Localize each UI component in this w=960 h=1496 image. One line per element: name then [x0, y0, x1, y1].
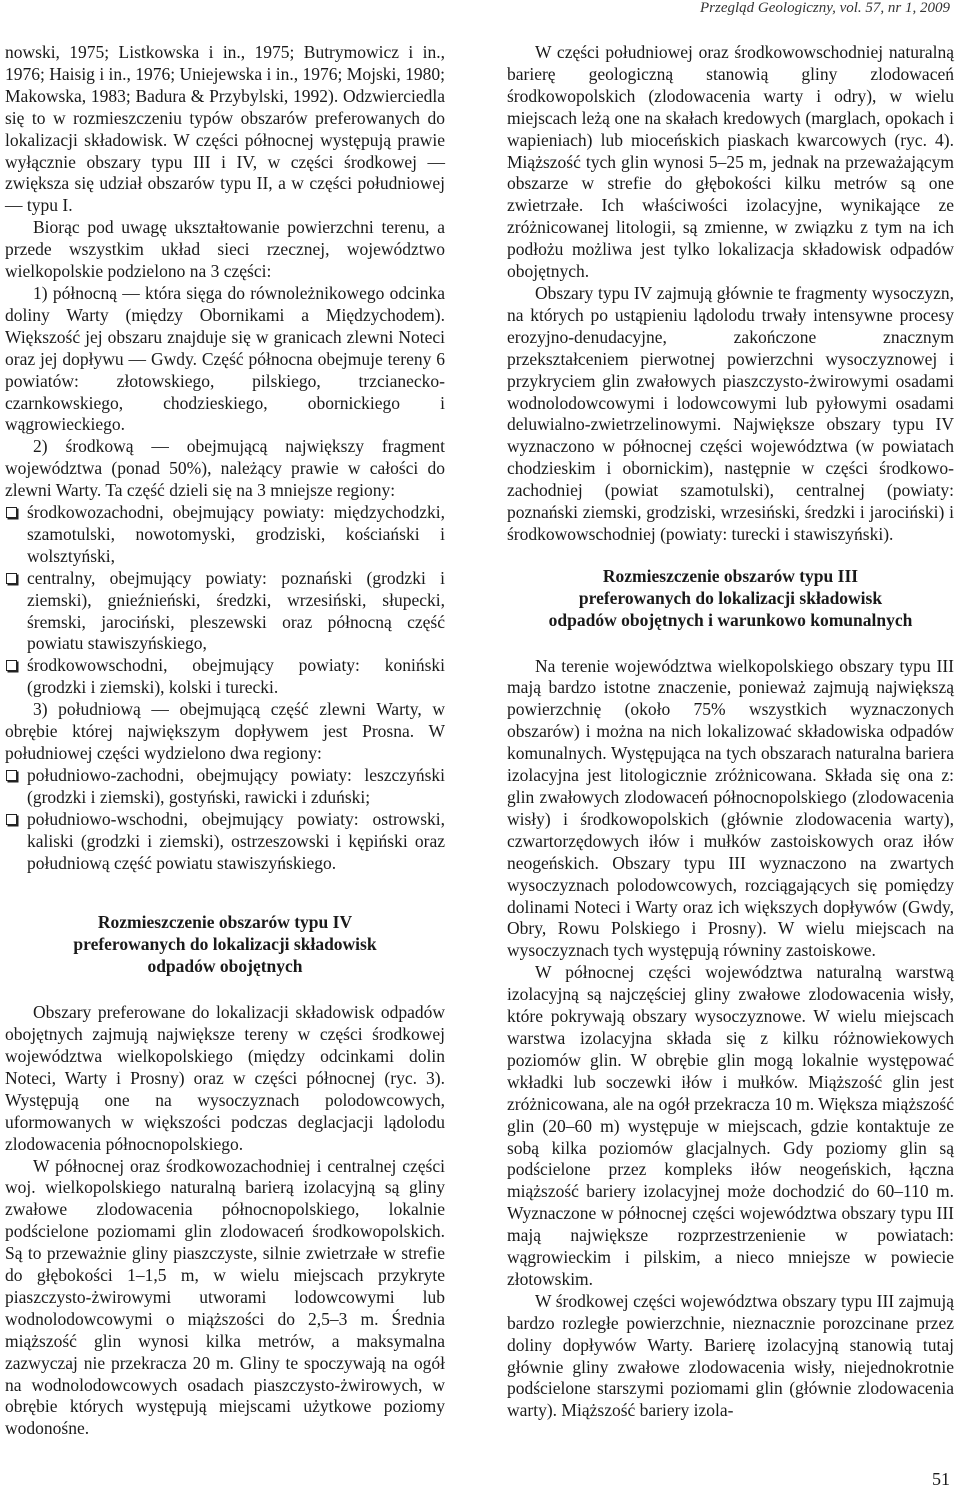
region-list-middle: [5, 502, 445, 699]
paragraph: Na terenie województwa wielkopolskiego obszary typu III mają bardzo istotne znaczenie, ponieważ zajmują największą powierzchnię (około 75% wszystkich wyznaczonych obszarów) i można na nich lokalizować składowiska odpadów komunalnych. Występująca na tych obszarach naturalna bariera izolacyjna jest litologicznie zróżnicowana. Składa się ona z: glin zwałowych zlodowaceń północnopolskiego (zlodowacenia wisły) i środkowopolskich (głównie zlodowacenia warty), czwartorzędowych iłów i mułków zastoiskowych oraz iłów neogeńskich. Obszary typu III wyznaczono na zwartych wysoczyznach polodowcowych, rozciągających się pomiędzy dolinami Noteci i Warty oraz ich większych dopływów (Gwdy, Obry, Rowu Polskiego i Prosny). W wielu miejscach na wysoczyznach tych występują równiny zastoiskowe.: [507, 655, 954, 961]
heading-line: preferowanych do lokalizacji składowisk: [73, 934, 377, 955]
paragraph: W środkowej części województwa obszary typu III zajmują bardzo rozległe powierzchnie, nieznacznie porozcinane przez doliny dopływów Warty. Barierę izolacyjną stanowią tutaj głównie gliny zwałowe zlodowacenia wisły, niejednokrotnie podścielone starszymi poziomami glin (głównie zlodowacenia warty). Miąższość bariery izola-: [507, 1290, 954, 1421]
list-item: [5, 809, 445, 875]
list-item: [5, 765, 445, 809]
page-number: 51: [932, 1469, 950, 1489]
paragraph: 2) środkową — obejmującą największy fragment województwa (ponad 50%), należący prawie w całości do zlewni Warty. Ta część dzieli się na 3 mniejsze regiony:: [5, 436, 445, 501]
heading-line: preferowanych do lokalizacji składowisk: [578, 587, 883, 608]
paragraph: 3) południową — obejmującą część zlewni Warty, w obrębie której największym dopływem jest Prosna. W południowej części wydzielono dwa regiony:: [5, 699, 445, 763]
heading-line: Rozmieszczenie obszarów typu IV: [97, 912, 353, 933]
heading-line: Rozmieszczenie obszarów typu III: [602, 565, 859, 586]
heading-line: odpadów obojętnych i warunkowo komunalnych: [548, 609, 913, 630]
paragraph: 1) północną — która sięga do równoleżnikowego odcinka doliny Warty (między Obornikami a Międzychodem). Większość jej obszaru znajduje się w granicach zlewni Noteci oraz jej dopływu — Gwdy. Część północna obejmuje tereny 6 powiatów: złotowskiego, pilskiego, trzcianecko-czarnkowskiego, chodzieskiego, obornickiego i wągrowieckiego.: [5, 282, 445, 435]
paragraph: W północnej części województwa naturalną warstwą izolacyjną są najczęściej gliny zwałowe zlodowacenia wisły, które pokrywają obszary wysoczyznowe. W wielu miejscach warstwa izolacyjna składa się z kilku różnowiekowych poziomów glin. W obrębie glin mogą lokalnie występować wkładki lub soczewki iłów i mułków. Miąższość glin jest zróżnicowana, ale na ogół przekracza 10 m. Większa miąższość glin (20–60 m) występuje w miejscach, gdzie kontaktuje ze sobą kilka poziomów glacjalnych. Gdy poziomy glin są podścielone przez kompleks iłów neogeńskich, łączna miąższość bariery izolacyjnej może dochodzić do 60–110 m. Wyznaczone w północnej części województwa obszary typu III mają największe rozprzestrzenienie w powiatach: wągrowieckim i pilskim, a nieco mniejsze w powiecie złotowskim.: [507, 962, 954, 1289]
section-heading-type-iv: [5, 912, 445, 978]
paragraph: Obszary preferowane do lokalizacji składowisk odpadów obojętnych zajmują największe tereny w części środkowej województwa wielkopolskiego (między odcinkami dolin Noteci, Warty i Prosny) oraz w części północnej (ryc. 3). Występują one na wysoczyznach polodowcowych, uformowanych w większości podczas deglacjacji lądolodu zlodowacenia północnopolskiego.: [5, 1002, 445, 1154]
checkbox-bullet-icon: [6, 770, 17, 781]
list-item-text: środkowowschodni, obejmujący powiaty: koniński (grodzki i ziemski), kolski i turecki.: [27, 655, 445, 698]
list-item-text: południowo-zachodni, obejmujący powiaty: leszczyński (grodzki i ziemski), gostyński, rawicki i zduński;: [27, 764, 445, 807]
paragraph: Obszary typu IV zajmują głównie te fragmenty wysoczyzn, na których po ustąpieniu lądolodu trwały intensywne procesy erozyjno-denudacyjne, zakończone znacznym przekształceniem pierwotnej powierzchni wysoczyznowej i przykryciem glin zwałowych piaszczysto-żwirowymi osadami wodnolodowcowymi i lodowcowymi lub pyłowymi osadami deluwialno-zwietrzelinowymi. Największe obszary typu IV wyznaczono w północnej części województwa (w powiatach chodzieskim i obornickim), następnie w części środkowo-zachodniej (powiat szamotulski), centralnej (powiaty: poznański ziemski, grodziski, wrzesiński, średzki i jarociński) i środkowowschodniej (powiaty: turecki i stawiszyński).: [507, 282, 954, 544]
paragraph: W części południowej oraz środkowowschodniej naturalną barierę geologiczną stanowią gliny zlodowaceń środkowopolskich (zlodowacenia warty i odry), w wielu miejscach leżą one na skałach kredowych (marglach, opokach i wapieniach) lub mioceńskich piaskach kwarcowych (ryc. 4). Miąższość tych glin wynosi 5–25 m, jednak na przeważającym obszarze w strefie do głębokości kilku metrów są one zwietrzałe. Ich właściwości izolacyjne, wynikające ze zróżnicowanej litologii, są zmienne, w związku z tym na ich podłożu możliwa jest tylko lokalizacja składowisk odpadów obojętnych.: [507, 42, 954, 282]
region-list-south: [5, 765, 445, 875]
checkbox-bullet-icon: [6, 660, 17, 671]
checkbox-bullet-icon: [6, 573, 17, 584]
list-item-text: środkowozachodni, obejmujący powiaty: międzychodzki, szamotulski, nowotomyski, grodziski, kościański i wolsztyński,: [27, 502, 445, 566]
section-heading-type-iii: [507, 566, 954, 632]
heading-line: odpadów obojętnych: [147, 956, 303, 977]
list-item-text: centralny, obejmujący powiaty: poznański (grodzki i ziemski), gnieźnieński, średzki, wrzesiński, słupecki, śremski, jarociński, pleszewski oraz północną część powiatu stawiszyńskiego,: [27, 567, 445, 654]
checkbox-bullet-icon: [6, 507, 17, 518]
list-item: [5, 568, 445, 656]
paragraph: Biorąc pod uwagę ukształtowanie powierzchni terenu, a przede wszystkim układ sieci rzecznej, województwo wielkopolskie podzielono na 3 części:: [5, 217, 445, 282]
list-item: [5, 502, 445, 568]
list-item: [5, 655, 445, 699]
right-text-column: [507, 42, 954, 1422]
journal-running-header: Przegląd Geologiczny, vol. 57, nr 1, 2009: [700, 0, 950, 16]
paragraph: nowski, 1975; Listkowska i in., 1975; Butrymowicz i in., 1976; Haisig i in., 1976; Uniejewska i in., 1976; Mojski, 1980; Makowska, 1983; Badura & Przybylski, 1992). Odzwierciedla się to w rozmieszczeniu typów obszarów preferowanych do lokalizacji składowisk. W części północnej występują prawie wyłącznie obszary typu III i IV, w części środkowej — zwiększa się udział obszarów typu II, a w części południowej — typu I.: [5, 42, 445, 216]
list-item-text: południowo-wschodni, obejmujący powiaty: ostrowski, kaliski (grodzki i ziemski), ostrzeszowski i kępiński oraz południową część powiatu stawiszyńskiego.: [27, 808, 445, 873]
left-text-column: [5, 42, 445, 1440]
checkbox-bullet-icon: [6, 814, 17, 825]
paragraph: W północnej oraz środkowozachodniej i centralnej części woj. wielkopolskiego naturalną barierą izolacyjną są gliny zwałowe zlodowacenia północnopolskiego, lokalnie podścielone poziomami glin zlodowaceń środkowopolskich. Są to przeważnie gliny piaszczyste, silnie zwietrzałe w strefie do głębokości 1–1,5 m, w wielu miejscach przykryte piaszczysto-żwirowymi utworami lodowcowymi lub wodnolodowcowymi o miąższości do 2,5–3 m. Średnia miąższość glin wynosi kilka metrów, a maksymalna zazwyczaj nie przekracza 20 m. Gliny te spoczywają na ogół na wodnolodowcowych osadach piaszczysto-żwirowych, w obrębie których występują miejscami użytkowe poziomy wodonośne.: [5, 1155, 445, 1439]
